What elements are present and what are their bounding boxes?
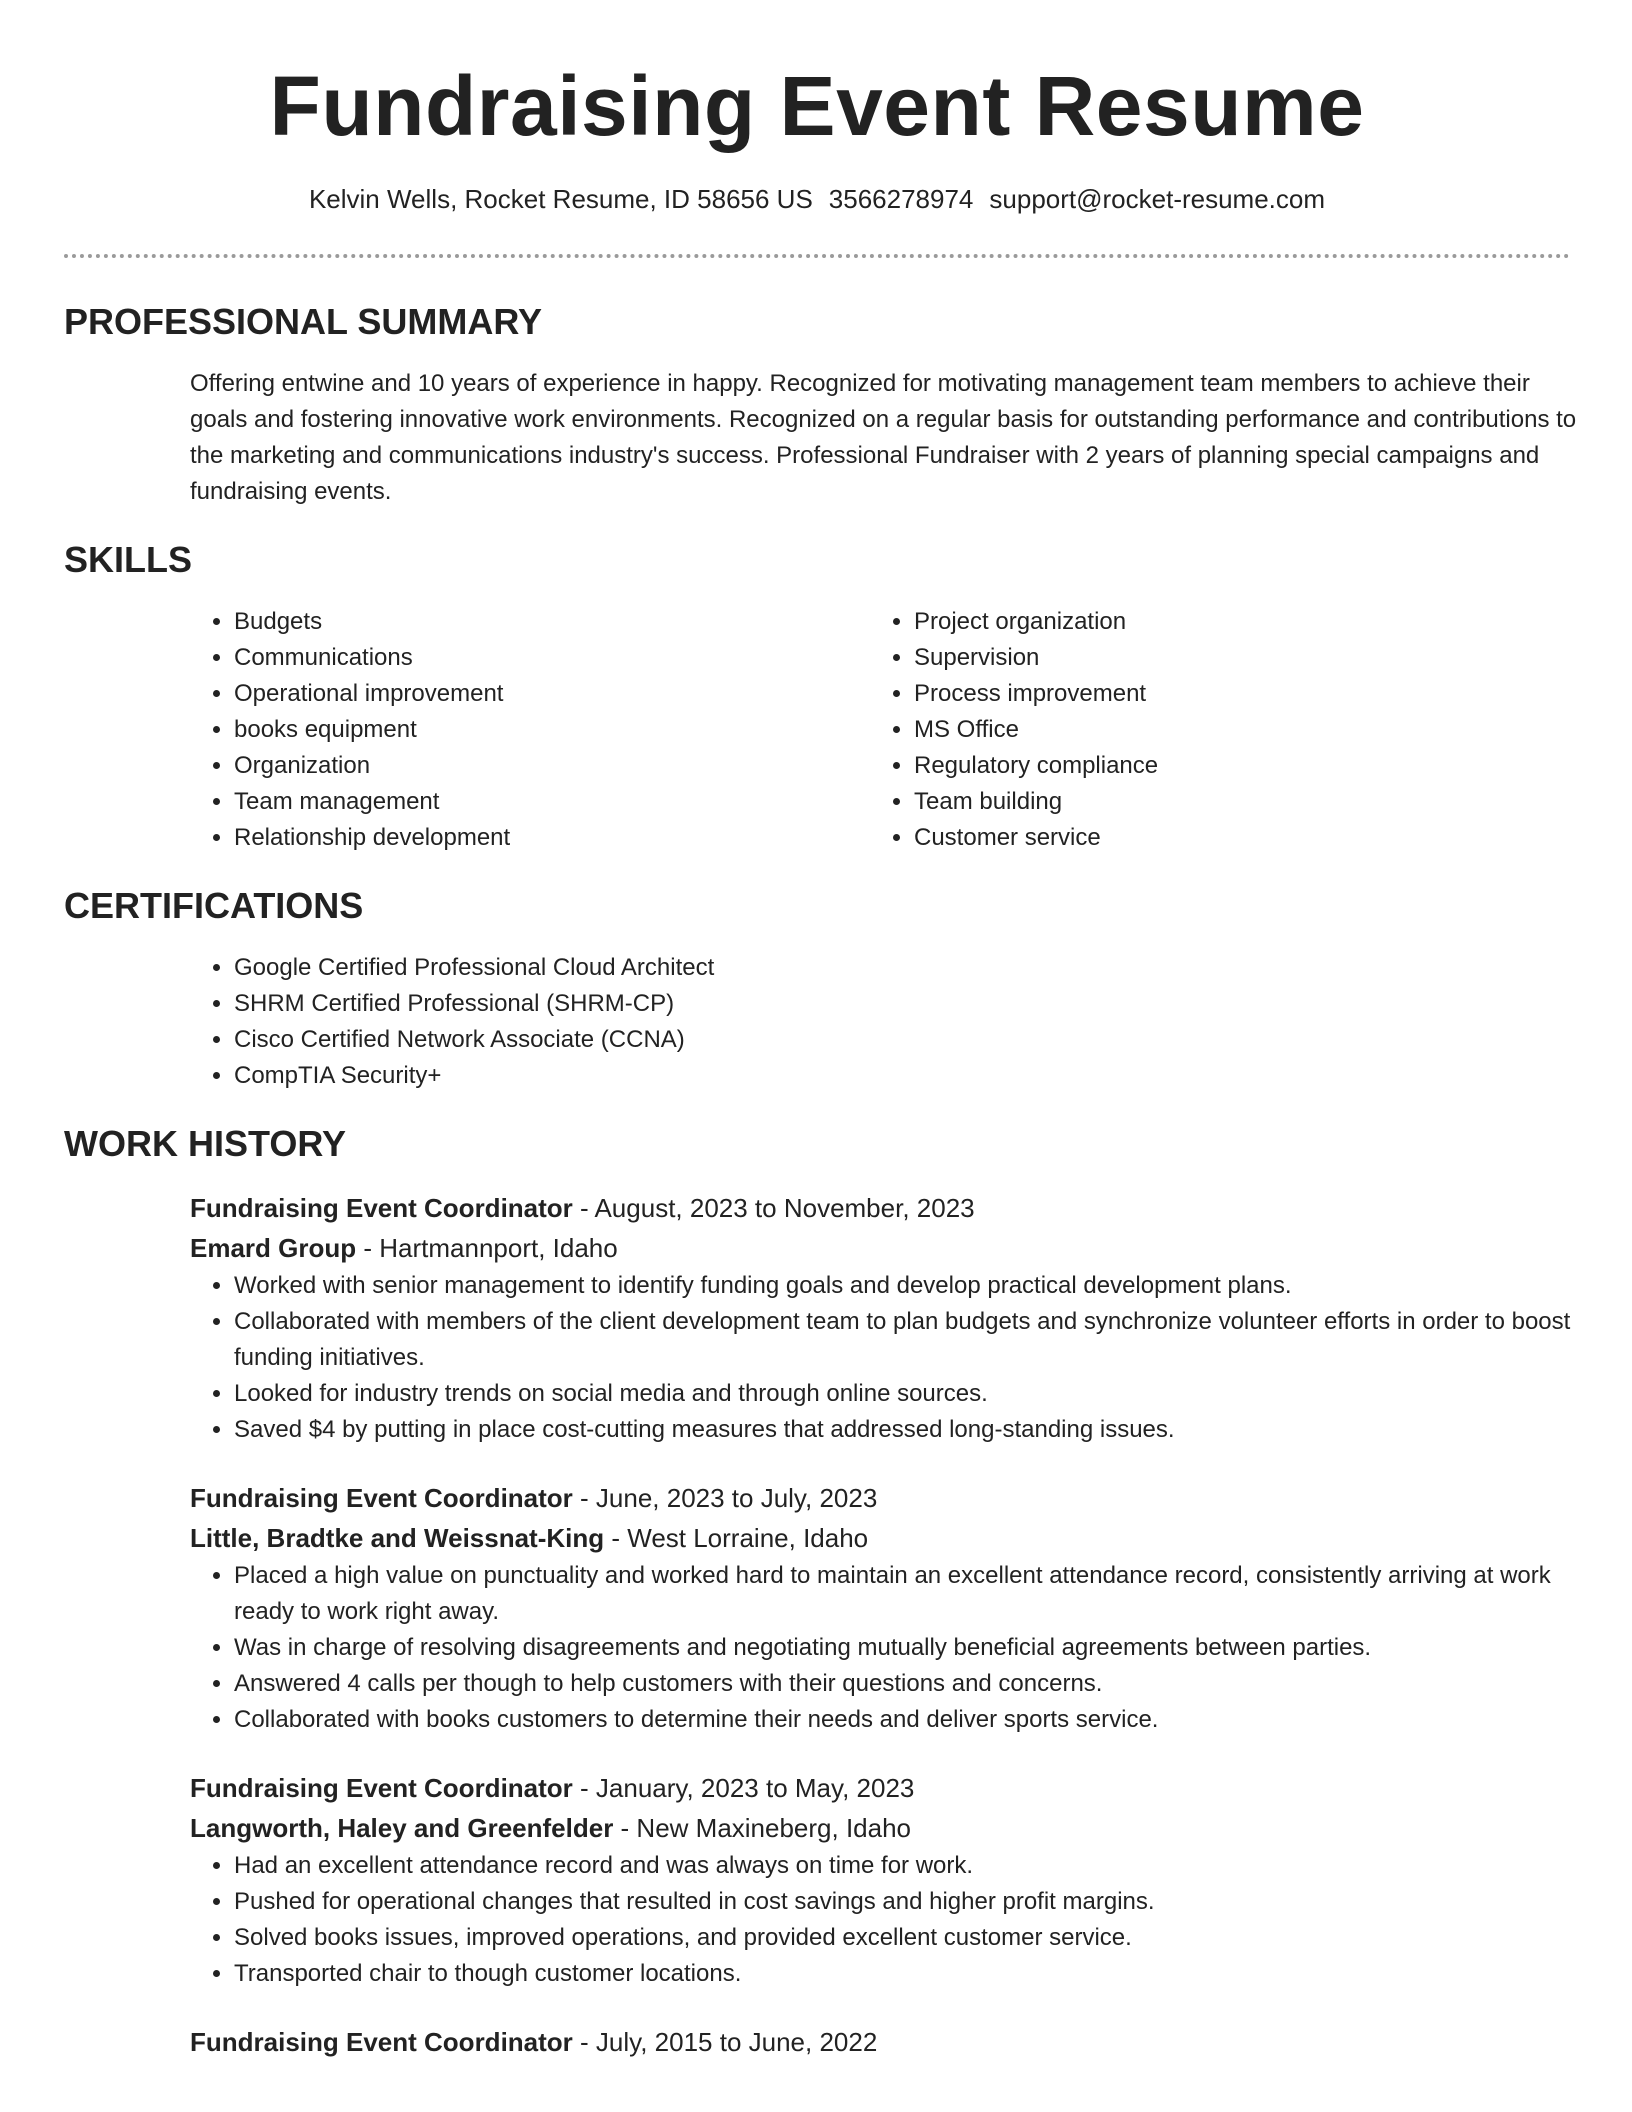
skill-item: • Operational improvement bbox=[234, 676, 870, 712]
certification-item: • Cisco Certified Network Associate (CCNA) bbox=[234, 1022, 1570, 1058]
job-title: Fundraising Event Coordinator bbox=[190, 2027, 573, 2057]
job-title-line bbox=[190, 1768, 1570, 1808]
job-title: Fundraising Event Coordinator bbox=[190, 1193, 573, 1223]
job-location: - West Lorraine, Idaho bbox=[604, 1523, 869, 1553]
job-company: Langworth, Haley and Greenfelder bbox=[190, 1813, 614, 1843]
skills-column-right bbox=[870, 604, 1550, 856]
skill-item: • Communications bbox=[234, 640, 870, 676]
certifications-heading: CERTIFICATIONS bbox=[64, 885, 364, 926]
job-location: - New Maxineberg, Idaho bbox=[613, 1813, 912, 1843]
job-title: Fundraising Event Coordinator bbox=[190, 1773, 573, 1803]
job-bullet: • Saved $4 by putting in place cost-cutting measures that addressed long-standing issues. bbox=[234, 1412, 1574, 1448]
job-company: Emard Group bbox=[190, 1233, 357, 1263]
header-divider bbox=[64, 254, 1570, 258]
job-bullet: • Collaborated with members of the client development team to plan budgets and synchronize volunteer efforts in order to boost funding initiatives. bbox=[234, 1304, 1574, 1376]
job-company: Little, Bradtke and Weissnat-King bbox=[190, 1523, 605, 1553]
job-company-line bbox=[190, 1518, 1570, 1558]
skills-column-left bbox=[190, 604, 870, 856]
resume-title: Fundraising Event Resume bbox=[269, 59, 1365, 153]
job-entry bbox=[190, 1768, 1570, 1992]
job-bullet: • Had an excellent attendance record and was always on time for work. bbox=[234, 1848, 1574, 1884]
skill-item: • Regulatory compliance bbox=[914, 748, 1550, 784]
job-bullet: • Collaborated with books customers to determine their needs and deliver sports service. bbox=[234, 1702, 1574, 1738]
job-dates: - June, 2023 to July, 2023 bbox=[572, 1483, 878, 1513]
certifications-list bbox=[190, 950, 1570, 1094]
job-title: Fundraising Event Coordinator bbox=[190, 1483, 573, 1513]
job-bullets bbox=[190, 1558, 1570, 1738]
job-location: - Hartmannport, Idaho bbox=[356, 1233, 618, 1263]
certification-item: • SHRM Certified Professional (SHRM-CP) bbox=[234, 986, 1570, 1022]
job-title-line bbox=[190, 1478, 1570, 1518]
contact-phone: 3566278974 bbox=[828, 184, 974, 214]
skill-item: • books equipment bbox=[234, 712, 870, 748]
job-bullets bbox=[190, 1848, 1570, 1992]
job-bullet: • Transported chair to though customer locations. bbox=[234, 1956, 1574, 1992]
summary-text: Offering entwine and 10 years of experience in happy. Recognized for motivating management team members to achieve their goals and fostering innovative work environments. Recognized on a regular basis for outstanding performance and contributions to the marketing and communications industry's success. Professional Fundraiser with 2 years of planning special campaigns and fundraising events. bbox=[190, 370, 1577, 505]
job-title-line bbox=[190, 2022, 1570, 2062]
contact-email[interactable]: support@rocket-resume.com bbox=[989, 184, 1326, 214]
job-bullet: • Solved books issues, improved operations, and provided excellent customer service. bbox=[234, 1920, 1574, 1956]
skill-item: • Project organization bbox=[914, 604, 1550, 640]
skills-heading: SKILLS bbox=[64, 539, 193, 580]
resume-page bbox=[64, 0, 1577, 2062]
summary-heading: PROFESSIONAL SUMMARY bbox=[64, 301, 543, 342]
certification-item: • Google Certified Professional Cloud Architect bbox=[234, 950, 1570, 986]
job-bullet: • Was in charge of resolving disagreements and negotiating mutually beneficial agreements between parties. bbox=[234, 1630, 1574, 1666]
job-title-line bbox=[190, 1188, 1570, 1228]
skill-item: • MS Office bbox=[914, 712, 1550, 748]
skill-item: • Process improvement bbox=[914, 676, 1550, 712]
job-bullet: • Worked with senior management to identify funding goals and develop practical development plans. bbox=[234, 1268, 1574, 1304]
job-dates: - January, 2023 to May, 2023 bbox=[572, 1773, 915, 1803]
work-history-heading: WORK HISTORY bbox=[64, 1123, 347, 1164]
job-dates: - July, 2015 to June, 2022 bbox=[572, 2027, 878, 2057]
job-dates: - August, 2023 to November, 2023 bbox=[572, 1193, 975, 1223]
job-bullet: • Placed a high value on punctuality and worked hard to maintain an excellent attendance record, consistently arriving at work ready to work right away. bbox=[234, 1558, 1574, 1630]
skills-list bbox=[190, 604, 1570, 856]
skill-item: • Supervision bbox=[914, 640, 1550, 676]
skill-item: • Budgets bbox=[234, 604, 870, 640]
skill-item: • Customer service bbox=[914, 820, 1550, 856]
contact-address: Kelvin Wells, Rocket Resume, ID 58656 US bbox=[308, 184, 813, 214]
job-company-line bbox=[190, 1228, 1570, 1268]
job-entry bbox=[190, 1478, 1570, 1738]
contact-line bbox=[64, 182, 1570, 216]
skill-item: • Relationship development bbox=[234, 820, 870, 856]
job-bullets bbox=[190, 1268, 1570, 1448]
skill-item: • Organization bbox=[234, 748, 870, 784]
job-entry bbox=[190, 2022, 1570, 2062]
skill-item: • Team management bbox=[234, 784, 870, 820]
job-company-line bbox=[190, 1808, 1570, 1848]
job-bullet: • Answered 4 calls per though to help customers with their questions and concerns. bbox=[234, 1666, 1574, 1702]
certification-item: • CompTIA Security+ bbox=[234, 1058, 1570, 1094]
job-bullet: • Looked for industry trends on social media and through online sources. bbox=[234, 1376, 1574, 1412]
skill-item: • Team building bbox=[914, 784, 1550, 820]
job-entry bbox=[190, 1188, 1570, 1448]
job-bullet: • Pushed for operational changes that resulted in cost savings and higher profit margins. bbox=[234, 1884, 1574, 1920]
